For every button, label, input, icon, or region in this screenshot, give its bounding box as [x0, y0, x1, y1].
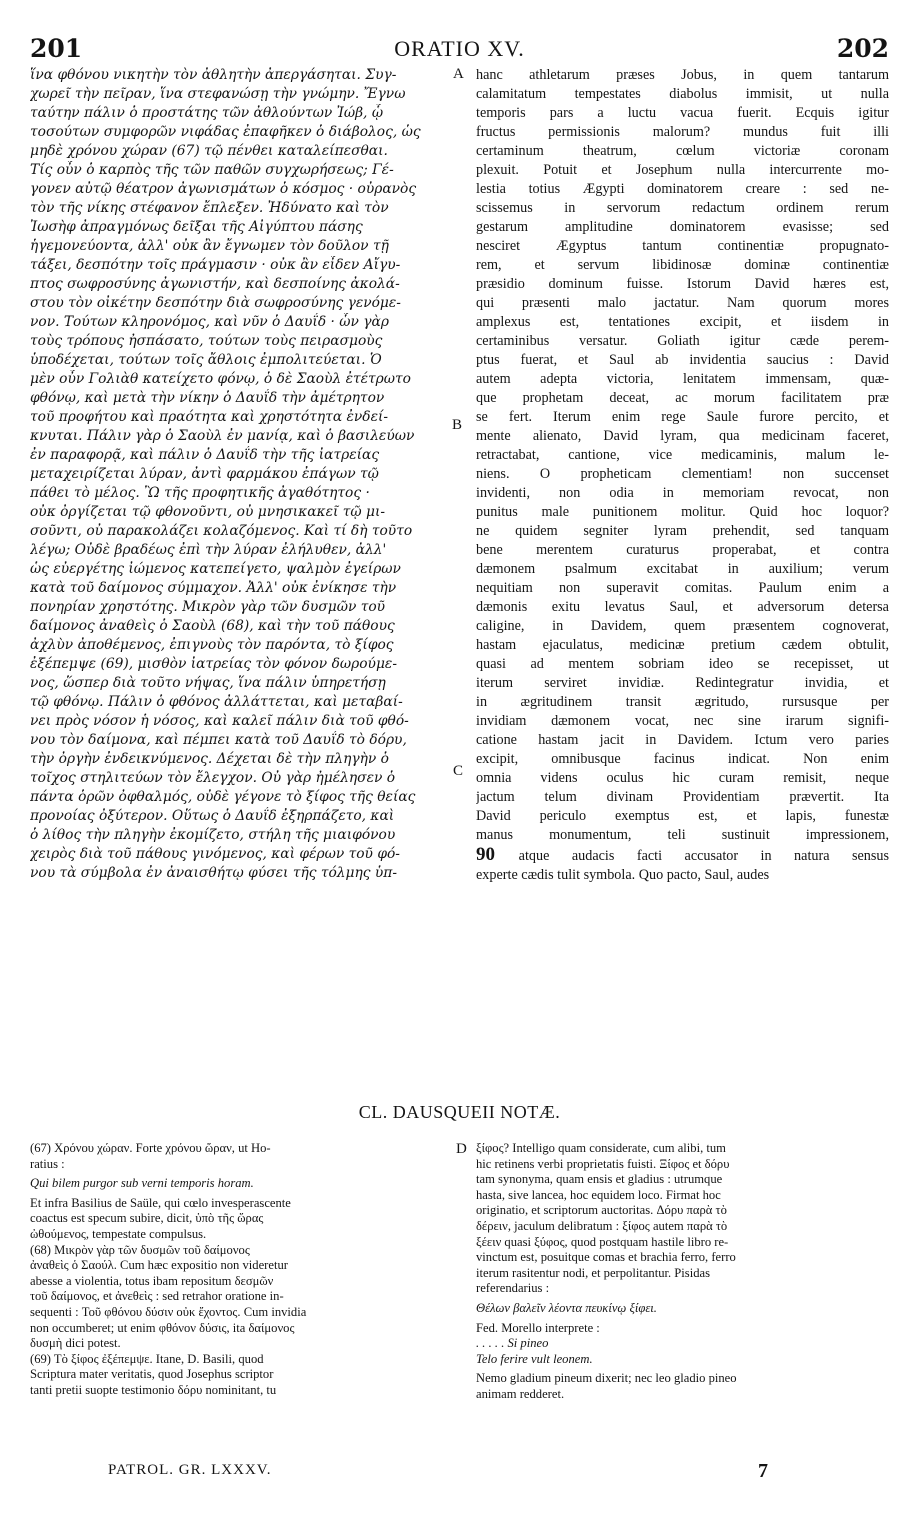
greek-line: νου τὸν δαίμονα, καὶ πέμπει κατὰ τοῦ Δαυΐδ τὸ δόρυ, [30, 732, 407, 748]
greek-line: Τίς οὖν ὁ καρπὸς τῆς τῶν παθῶν συγχωρήσεως; Γέ- [30, 162, 394, 178]
latin-line: David periculo exemptus est, et lapis, funestæ [476, 808, 889, 824]
greek-line: νον. Τούτων κληρονόμος, καὶ νῦν ὁ Δαυΐδ · ὧν γὰρ [30, 314, 389, 330]
greek-line: πάντα ὁρῶν ὀφθαλμός, οὐδὲ γέγονε τὸ ξίφος τῆς θείας [30, 789, 416, 805]
greek-line: μεταχειρίζεται λύραν, ἀντὶ φαρμάκου ἐπάγων τῷ [30, 466, 379, 482]
page-number-left: 201 [30, 34, 83, 63]
note-line: coactus est specum subire, dicit, ὑπὸ τῆς ὥρας [30, 1211, 264, 1226]
greek-line: νος, ὥσπερ διὰ τοῦτο νήψας, ἵνα πάλιν ὑπηρετήσῃ [30, 675, 386, 691]
latin-line: mente alienato, David lyram, qua medicinam faceret, [476, 428, 889, 444]
note-line: (67) Χρόνου χώραν. Forte χρόνου ὥραν, ut Ho- [30, 1141, 271, 1155]
latin-line: jactum telum divinam Providentiam prævertit. Ita [476, 789, 889, 805]
running-title: ORATIO XV. [394, 36, 525, 61]
latin-line: invidiam dæmonem vocat, nec sine irarum signifi- [476, 713, 889, 729]
latin-line: scissemus in servorum redactum ordinem rerum [476, 200, 889, 216]
note-line: ratius : [30, 1156, 65, 1171]
note-line: hasta, sive lancea, hoc equidem loco. Firmat hoc [476, 1187, 721, 1202]
note-line: animam redderet. [476, 1386, 565, 1401]
greek-line: γονεν αὐτῷ θέατρον ἀγωνισμάτων ὁ κόσμος · οὐρανὸς [30, 181, 417, 197]
greek-line: μηδὲ χρόνου χώραν (67) τῷ πένθει καταλείπεσθαι. [30, 143, 388, 159]
greek-line: ὑποδέχεται, τούτων τοῖς ἄθλοις ἐμπολιτεύεται. Ὁ [30, 352, 382, 368]
greek-line: δαίμονος ἀναθεὶς ὁ Σαοὺλ (68), καὶ τὴν τοῦ πάθους [30, 618, 395, 634]
latin-line: nequitiam non superavit comitas. Paulum enim a [476, 580, 889, 596]
greek-line: ἵνα φθόνου νικητὴν τὸν ἀθλητὴν ἀπεργάσηται. Συγ- [30, 67, 397, 83]
greek-line: πάθει τὸ μέλος. Ὢ τῆς προφητικῆς ἀγαθότητος · [30, 485, 370, 501]
note-line: ὠθούμενος, tempestate compulsus. [30, 1226, 207, 1241]
note-line: (69) Τὸ ξίφος ἐξέπεμψε. Itane, D. Basili, quod [30, 1351, 264, 1366]
note-line: . . . . . Si pineo [476, 1336, 549, 1351]
latin-line: dæmonem psalmum excitabat in auxilium; verum [476, 561, 889, 577]
margin-letter-c: C [453, 763, 464, 779]
greek-line: τὴν ὀργὴν ἐνδεικνύμενος. Δέχεται δὲ τὴν πληγὴν ὁ [30, 751, 389, 767]
greek-line: λέγω; Οὐδὲ βραδέως ἐπὶ τὴν λύραν ἐλήλυθεν, ἀλλ' [30, 542, 387, 558]
note-line: non occumberet; ut enim φθόνον δύσις, ita δαίμονος [30, 1320, 295, 1335]
latin-line: lestia totius Ægypti dominatorem creare : sed ne- [476, 181, 889, 197]
note-line: δυσμὴ dici potest. [30, 1336, 121, 1351]
latin-line: catione hastam jacit in Davidem. Ictum vero paries [476, 732, 889, 748]
latin-line: punitus male punitionem molitur. Quid hoc loquor? [476, 504, 889, 520]
note-line: Fed. Morello interprete : [476, 1320, 600, 1335]
note-line: referendarius : [476, 1281, 550, 1296]
greek-line: πονηρίαν χρηστότης. Μικρὸν γὰρ τῶν δυσμῶν τοῦ [30, 599, 386, 615]
greek-line: κατὰ τοῦ δαίμονος σύμμαχον. Ἀλλ' οὐκ ἐνίκησε τὴν [30, 580, 397, 596]
note-line: iterum rasitentur nodi, et perpolitantur. Pisidas [476, 1265, 710, 1280]
notes-right-column [476, 1141, 889, 1403]
note-line: vinctum est, posuitque comas et brachia ferro, ferro [476, 1250, 736, 1265]
note-line: Θέλων βαλεῖν λέοντα πευκίνῳ ξίφει. [476, 1300, 657, 1315]
latin-line: excipit, omnibusque facinus indicat. Non enim [476, 751, 889, 767]
greek-line: τοσούτων συμφορῶν νιφάδας ἐπαφῆκεν ὁ διάβολος, ὡς [30, 124, 421, 140]
greek-line: ἐξέπεμψε (69), μισθὸν ἰατρείας τὸν φόνον δωρούμε- [30, 656, 397, 672]
latin-line: que prophetam deceat, ac morum facilitatem præ [476, 390, 889, 406]
latin-line: nesciret Ægyptus tantum continentiæ propugnato- [476, 238, 889, 254]
greek-line: ὡς εὐεργέτης ἰώμενος κατεπείγετο, ψαλμὸν ἐγείρων [30, 561, 401, 577]
greek-line: ταύτην πάλιν ὁ προστάτης τῶν ἀθλούντων Ἰώβ, ᾧ [30, 105, 384, 121]
greek-line: στου τὸν οἰκέτην δεσπότην διὰ σωφροσύνης γενόμε- [30, 295, 401, 311]
margin-letter-a: A [453, 66, 464, 82]
latin-line: caligine, in Davidem, quem præsentem cognoverat, [476, 618, 889, 634]
latin-line: bene merentem curaturus properabat, et contra [476, 542, 889, 558]
latin-line [476, 845, 889, 866]
latin-line: se fert. Iterum enim rege Saule furore percito, et [476, 409, 889, 425]
margin-letter-d: D [456, 1141, 467, 1157]
note-line: τοῦ δαίμονος, et ἀνεθεὶς : sed retrahor oratione in- [30, 1289, 284, 1304]
greek-line: τῷ φθόνῳ. Πάλιν ὁ φθόνος ἀλλάττεται, καὶ μεταβαί- [30, 694, 403, 710]
greek-line: τοὺς τρόπους ἠσπάσατο, τούτων τοὺς πειρασμοὺς [30, 333, 383, 349]
note-line: Telo ferire vult leonem. [476, 1351, 593, 1366]
footer-sheet-number: 7 [758, 1460, 768, 1482]
note-line: ξίφος? Intelligo quam considerate, cum alibi, tum [476, 1141, 726, 1155]
latin-line: niens. O propheticam clementiam! non succenset [476, 466, 889, 482]
latin-line-text: atque audacis facti accusator in natura sensus [518, 848, 889, 864]
greek-line: προνοίας ὀξύτερον. Οὕτως ὁ Δαυΐδ ἐξηρπάζετο, καὶ [30, 808, 395, 824]
page-number-right: 202 [836, 34, 889, 63]
notes-title: CL. DAUSQUEII NOTÆ. [358, 1102, 561, 1122]
greek-line: ἀχλὺν ἀποθέμενος, ἐπιγνοὺς τὸν παρόντα, τὸ ξίφος [30, 637, 394, 653]
note-line: abesse a violentia, totus ibam repositum δεσμῶν [30, 1273, 274, 1288]
greek-line: σοῦντι, οὐ παρακολάζει κολαζόμενος. Καὶ τί δὴ τοῦτο [30, 523, 413, 539]
latin-line: retractabat, cantione, vice medicaminis, malum le- [476, 447, 889, 463]
greek-line: φθόνῳ, καὶ μετὰ τὴν νίκην ὁ Δαυΐδ τὴν ἀμέτρητον [30, 390, 385, 406]
latin-line: experte cædis tulit symbola. Quo pacto, Saul, audes [476, 867, 770, 883]
latin-line: iterum serviret invidiæ. Redintegratur invidia, et [476, 675, 889, 691]
latin-line: qui præsenti malo jactatur. Nam quorum mores [476, 295, 889, 311]
notes-left-column [30, 1141, 462, 1399]
latin-line: fructus permissionis malorum? mundus fuit illi [476, 124, 889, 140]
note-line: ξέειν quasi ξύφος, quod postquam hastile libro re- [476, 1234, 729, 1249]
latin-line: amplexus est, tentationes excipit, et iisdem in [476, 314, 889, 330]
greek-line: κνυται. Πάλιν γὰρ ὁ Σαοὺλ ἐν μανίᾳ, καὶ ὁ βασιλεύων [30, 428, 415, 444]
latin-line: temporis pars a luctu vacua fuerit. Ecquis igitur [476, 105, 889, 121]
latin-line: certaminibus versatur. Goliath igitur cæde perem- [476, 333, 889, 349]
latin-line: omnia videns oculus hic curam remisit, neque [476, 770, 889, 786]
greek-line: ἡγεμονεύοντα, ἀλλ' οὐκ ἂν ἔγνωμεν τὸν δοῦλον τῇ [30, 238, 389, 254]
note-line: Nemo gladium pineum dixerit; nec leo gladio pineo [476, 1371, 737, 1386]
greek-line: ἐν παραφορᾷ, καὶ πάλιν ὁ Δαυΐδ τὴν τῆς ἰατρείας [30, 447, 380, 463]
greek-line: νει πρὸς νόσον ἡ νόσος, καὶ καλεῖ πάλιν διὰ τοῦ φθό- [30, 713, 409, 729]
note-line: Scriptura mater veritatis, quod Josephus scriptor [30, 1367, 274, 1382]
latin-line: plexuit. Potuit et Josephum nulla intercurrente mo- [476, 162, 889, 178]
note-line: tanti pretii suopte testimonio δόρυ nominitant, tu [30, 1382, 277, 1397]
latin-text-column [476, 66, 889, 885]
greek-line: χωρεῖ τὴν πεῖραν, ἵνα στεφανώσῃ τὴν γνώμην. Ἔγνω [30, 86, 406, 102]
note-line: tam synonyma, quam ensis et gladius : utrumque [476, 1172, 723, 1187]
note-line: Qui bilem purgor sub verni temporis horam. [30, 1176, 254, 1191]
greek-line: τάξει, δεσπότην τοῖς πράγμασιν · οὐκ ἂν εἶδεν Αἴγυ- [30, 257, 401, 273]
note-line: δέρειν, jaculum delibratum : ξίφος autem παρὰ τὸ [476, 1218, 728, 1233]
greek-line: τοῦ προφήτου καὶ πραότητα καὶ χρηστότητα ἐνδεί- [30, 409, 389, 425]
greek-line: μὲν οὖν Γολιὰθ κατείχετο φόνῳ, ὁ δὲ Σαοὺλ ἐτέτρωτο [30, 371, 411, 387]
latin-line: certaminum theatrum, cœlum victoriæ coronam [476, 143, 889, 159]
latin-line: hanc athletarum præses Jobus, in quem tantarum [476, 67, 889, 83]
note-line: ἀναθεὶς ὁ Σαούλ. Cum hæc expositio non videretur [30, 1258, 288, 1273]
note-line: (68) Μικρὸν γὰρ τῶν δυσμῶν τοῦ δαίμονος [30, 1242, 250, 1257]
latin-line: ne quidem segniter lyram prehendit, sed tanquam [476, 523, 889, 539]
latin-line: ptus fuerat, et Saul ab invidentia saucius : David [476, 352, 889, 368]
note-line: sequenti : Τοῦ φθόνου δύσιν οὐκ ἔχοντος. Cum invidia [30, 1304, 307, 1319]
greek-line: οὐκ ὀργίζεται τῷ φθονοῦντι, οὐ μνησικακεῖ τῷ μι- [30, 504, 386, 520]
latin-line: rem, et servum libidinosæ dominæ continentiæ [476, 257, 889, 273]
latin-line: manus monumentum, teli sustinuit impressionem, [476, 827, 889, 843]
greek-line: νου τὰ σύμβολα ἐν ἀναισθήτῳ φύσει τῆς τόλμης ὑπ- [30, 865, 397, 881]
latin-line: autem adepta victoria, lenitatem immensam, quæ- [476, 371, 889, 387]
note-line: originatio, et scriptorum auctoritas. Δόρυ παρὰ τὸ [476, 1203, 727, 1218]
greek-line: ὁ λίθος τὴν πληγὴν ἐκομίζετο, στήλη τῆς μιαιφόνου [30, 827, 396, 843]
greek-line: πτος σωφροσύνης ἀγωνιστήν, καὶ δεσποίνης ἀκολά- [30, 276, 400, 292]
column-marker: 90 [476, 845, 519, 865]
latin-line: calamitatum tempestates diabolus immisit, ut nulla [476, 86, 889, 102]
latin-line: hastam ejaculatus, medicinæ pretium cædem obtulit, [476, 637, 889, 653]
greek-line: Ἰωσὴφ ἀπραγμόνως δεῖξαι τῆς Αἰγύπτου πάσης [30, 219, 363, 235]
greek-line: τοῖχος στηλιτεύων τὸν ἔλεγχον. Οὐ γὰρ ἠμέλησεν ὁ [30, 770, 396, 786]
latin-line: præsidio dominum fuisse. Istorum David hæres est, [476, 276, 889, 292]
latin-line: in ægritudinem transit ægritudo, rursusque per [476, 694, 889, 710]
greek-line: χειρὸς διὰ τοῦ πάθους γινόμενος, καὶ φέρων τοῦ φό- [30, 846, 400, 862]
latin-line: quasi ad mentem sobriam ideo se recepisset, ut [476, 656, 889, 672]
latin-line: gestarum amplitudine dominatorem evasisse; sed [476, 219, 889, 235]
latin-line: invidenti, non odia in memoriam revocat, non [476, 485, 889, 501]
page-header [0, 34, 919, 66]
margin-letter-b: B [452, 417, 463, 433]
note-line: Et infra Basilius de Saüle, qui cœlo invesperascente [30, 1195, 291, 1210]
greek-text-column [30, 66, 462, 883]
latin-line: dæmonis exitu levatus Saul, et adversorum detersa [476, 599, 889, 615]
footer-signature: PATROL. GR. LXXXV. [108, 1462, 272, 1478]
greek-line: τὸν τῆς νίκης στέφανον ἔπλεξεν. Ἠδύνατο καὶ τὸν [30, 200, 389, 216]
note-line: hic retinens verbi proprietatis fuisti. Ξίφος et δόρυ [476, 1156, 730, 1171]
